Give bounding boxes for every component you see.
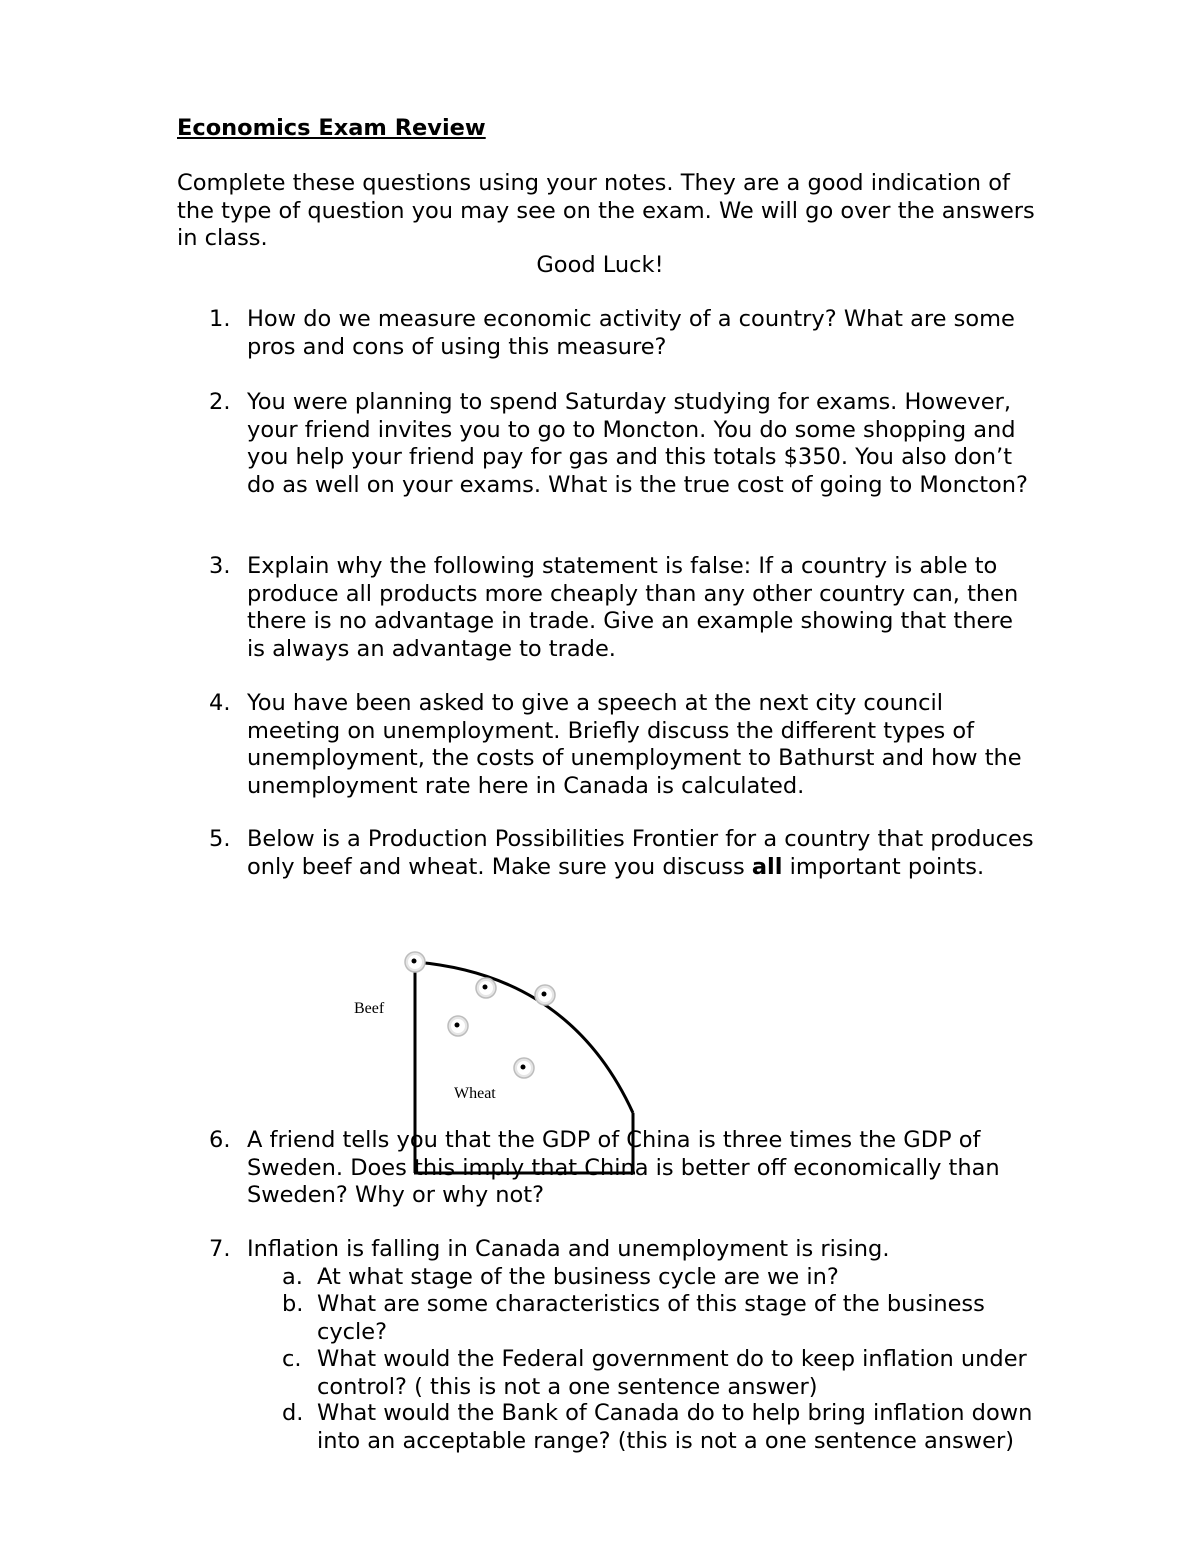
question-number: 3.: [209, 553, 231, 579]
sub-question-text: At what stage of the business cycle are we in?: [317, 1264, 839, 1290]
sub-question-text: What would the Bank of Canada do to help bring inflation down into an acceptable range? (this is not a one sentence answer): [317, 1400, 1033, 1454]
question-text: Explain why the following statement is false: If a country is able to produce all products more cheaply than any other country can, then there is no advantage in trade. Give an example showing that there is always an advantage to trade.: [247, 553, 1019, 662]
sub-question-b: [282, 1291, 1037, 1346]
ppf-curve: [415, 962, 633, 1113]
sub-question-letter: d.: [282, 1400, 304, 1426]
question-text: You have been asked to give a speech at the next city council meeting on unemployment. Briefly discuss the different types of unemployment, the costs of unemployment to Bathurst and how the unemployment rate here in Canada is calculated.: [247, 690, 1022, 799]
ppf-point-dot: [483, 985, 488, 990]
sub-question-c: [282, 1346, 1037, 1401]
good-luck-line: Good Luck!: [536, 252, 664, 278]
question-number: 4.: [209, 690, 231, 716]
question-text: You were planning to spend Saturday studying for exams. However, your friend invites you to go to Moncton. You do some shopping and you help your friend pay for gas and this totals $350. You also don’t do as well on your exams. What is the true cost of going to Moncton?: [247, 389, 1028, 498]
question-1: [209, 306, 1037, 361]
sub-question-text: What would the Federal government do to keep inflation under control? ( this is not a one sentence answer): [317, 1346, 1027, 1400]
ppf-point-dot: [542, 992, 547, 997]
question-text: Inflation is falling in Canada and unemployment is rising.: [247, 1236, 890, 1262]
question-5: [209, 826, 1037, 881]
question-4: [209, 690, 1037, 800]
question-2: [209, 389, 1037, 499]
wheat-label: Wheat: [454, 1085, 496, 1102]
page-title: Economics Exam Review: [177, 115, 486, 141]
question-7: [209, 1236, 1037, 1264]
question-number: 6.: [209, 1127, 231, 1153]
sub-question-letter: b.: [282, 1291, 304, 1317]
question-text: A friend tells you that the GDP of China is three times the GDP of Sweden. Does this imply that China is better off economically than Sweden? Why or why not?: [247, 1127, 1000, 1208]
question-number: 2.: [209, 389, 231, 415]
question-number: 1.: [209, 306, 231, 332]
question-6: [209, 1127, 1037, 1210]
ppf-point-dot: [455, 1023, 460, 1028]
emphasis-all: all: [751, 853, 783, 880]
sub-question-d: [282, 1400, 1037, 1455]
ppf-points: [405, 952, 555, 1078]
question-number: 5.: [209, 826, 231, 852]
sub-question-a: [282, 1264, 1037, 1292]
question-number: 7.: [209, 1236, 231, 1262]
ppf-point-dot: [521, 1065, 526, 1070]
intro-paragraph: Complete these questions using your notes. They are a good indication of the type of question you may see on the exam. We will go over the answers in class.: [177, 170, 1035, 251]
question-3: [209, 553, 1037, 663]
question-text: Below is a Production Possibilities Frontier for a country that produces only beef and wheat. Make sure you discuss all important points.: [247, 826, 1034, 880]
beef-label: Beef: [354, 1000, 385, 1017]
sub-question-letter: a.: [282, 1264, 303, 1290]
sub-question-text: What are some characteristics of this stage of the business cycle?: [317, 1291, 985, 1345]
sub-question-letter: c.: [282, 1346, 302, 1372]
ppf-point-dot: [412, 959, 417, 964]
question-text: How do we measure economic activity of a country? What are some pros and cons of using this measure?: [247, 306, 1015, 360]
